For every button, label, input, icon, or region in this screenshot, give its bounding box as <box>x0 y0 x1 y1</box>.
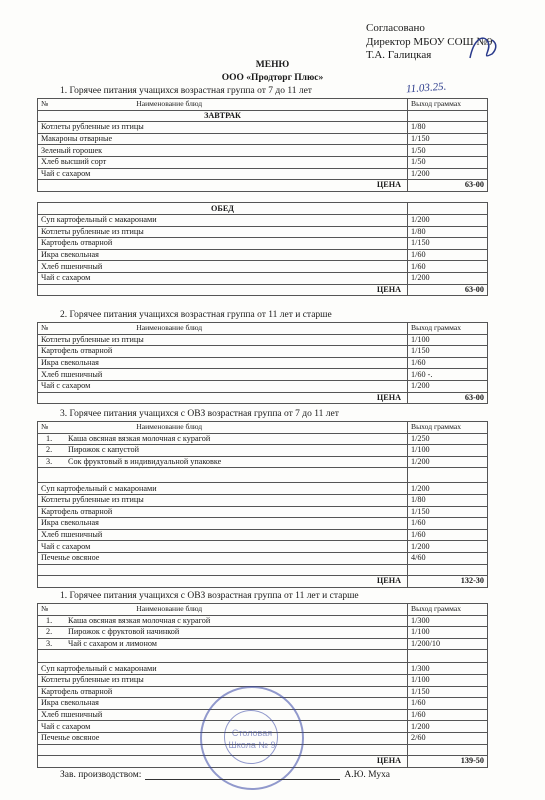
price-row: ЦЕНА 139-50 <box>38 756 488 768</box>
menu-table-2 <box>37 322 488 404</box>
table-row: Суп картофельный с макаронами 1/200 <box>38 483 488 495</box>
table-row: Печенье овсяное 4/60 <box>38 552 488 564</box>
footer-label: Зав. производством: <box>60 770 142 780</box>
table-row: 1. Каша овсяная вязкая молочная с курагой 1/250 <box>38 433 488 445</box>
table-row: 3. Сок фруктовый в индивидуальной упаковке 1/200 <box>38 456 488 468</box>
section-3-title: 3. Горячее питания учащихся с ОВЗ возрастная группа от 7 до 11 лет <box>60 409 339 419</box>
table-row: Икра свекольная 1/60 <box>38 249 488 261</box>
menu-table-1 <box>37 98 488 296</box>
price-row: ЦЕНА 63-00 <box>38 392 488 404</box>
table-row: Чай с сахаром 1/200 <box>38 721 488 733</box>
menu-table-3 <box>37 421 488 588</box>
approval-name: Т.А. Галицкая <box>366 49 432 61</box>
table-row: Котлеты рубленные из птицы 1/100 <box>38 674 488 686</box>
table-row: Котлеты рубленные из птицы 1/80 <box>38 226 488 238</box>
approval-date: 11.03.25. <box>405 80 447 96</box>
table-row: Икра свекольная 1/60 <box>38 357 488 369</box>
table-row: Чай с сахаром 1/200 <box>38 168 488 180</box>
table-row: Картофель отварной 1/150 <box>38 238 488 250</box>
menu-title: МЕНЮ <box>255 60 290 70</box>
table-header-row: № Наименование блюд Выход граммах <box>38 604 488 616</box>
stamp-line-2: Школа № 9 <box>228 740 276 750</box>
table-row: Хлеб пшеничный 1/60 <box>38 709 488 721</box>
header-yield: Выход граммах <box>408 99 488 111</box>
section-4-title: 1. Горячее питания учащихся с ОВЗ возрастная группа от 11 лет и старше <box>60 591 359 601</box>
table-row: Печенье овсяное 2/60 <box>38 732 488 744</box>
price-row: ЦЕНА 63-00 <box>38 180 488 192</box>
table-row: Макароны отварные 1/150 <box>38 133 488 145</box>
table-header-row: № Наименование блюд Выход граммах <box>38 422 488 434</box>
table-row: 3. Чай с сахаром и лимоном 1/200/10 <box>38 638 488 650</box>
price-row: ЦЕНА 63-00 <box>38 284 488 296</box>
table-row: Хлеб пшеничный 1/60 <box>38 261 488 273</box>
approval-position: Директор МБОУ СОШ №9 <box>366 35 493 48</box>
table-row: 2. Пирожок с капустой 1/100 <box>38 445 488 457</box>
section-1-title: 1. Горячее питания учащихся возрастная группа от 7 до 11 лет <box>60 86 312 96</box>
table-row: Хлеб пшеничный 1/60 -. <box>38 369 488 381</box>
company-name: ООО «Продторг Плюс» <box>221 73 324 83</box>
table-row: Хлеб пшеничный 1/60 <box>38 529 488 541</box>
table-row: Икра свекольная 1/60 <box>38 698 488 710</box>
breakfast-heading: ЗАВТРАК <box>38 110 408 122</box>
table-header-row: № Наименование блюд Выход граммах <box>38 323 488 335</box>
table-row: Зеленый горошек 1/50 <box>38 145 488 157</box>
table-row: Суп картофельный с макаронами 1/200 <box>38 214 488 226</box>
table-row: Суп картофельный с макаронами 1/300 <box>38 663 488 675</box>
table-row: 2. Пирожок с фруктовой начинкой 1/100 <box>38 627 488 639</box>
table-row: Картофель отварной 1/150 <box>38 506 488 518</box>
table-row: Картофель отварной 1/150 <box>38 346 488 358</box>
table-row: Чай с сахаром 1/200 <box>38 541 488 553</box>
table-row: Котлеты рубленные из птицы 1/100 <box>38 334 488 346</box>
footer-name: А.Ю. Муха <box>344 770 390 780</box>
footer <box>60 770 390 780</box>
lunch-heading: ОБЕД <box>38 203 408 215</box>
table-row: 1. Каша овсяная вязкая молочная с курагой 1/300 <box>38 615 488 627</box>
table-row: Котлеты рубленные из птицы 1/80 <box>38 122 488 134</box>
table-row: Котлеты рубленные из птицы 1/80 <box>38 494 488 506</box>
signature-line <box>145 770 340 780</box>
table-row: Икра свекольная 1/60 <box>38 518 488 530</box>
table-row: Картофель отварной 1/150 <box>38 686 488 698</box>
table-row: Чай с сахаром 1/200 <box>38 272 488 284</box>
table-row: Хлеб высший сорт 1/50 <box>38 156 488 168</box>
table-header-row <box>38 99 488 111</box>
section-2-title: 2. Горячее питания учащихся возрастная группа от 11 лет и старше <box>60 310 332 320</box>
approval-title: Согласовано <box>366 22 425 34</box>
price-row: ЦЕНА 132-30 <box>38 576 488 588</box>
header-cell: № Наименование блюд <box>38 99 408 111</box>
stamp-line-1: Столовая <box>231 728 273 738</box>
table-row: Чай с сахаром 1/200 <box>38 380 488 392</box>
